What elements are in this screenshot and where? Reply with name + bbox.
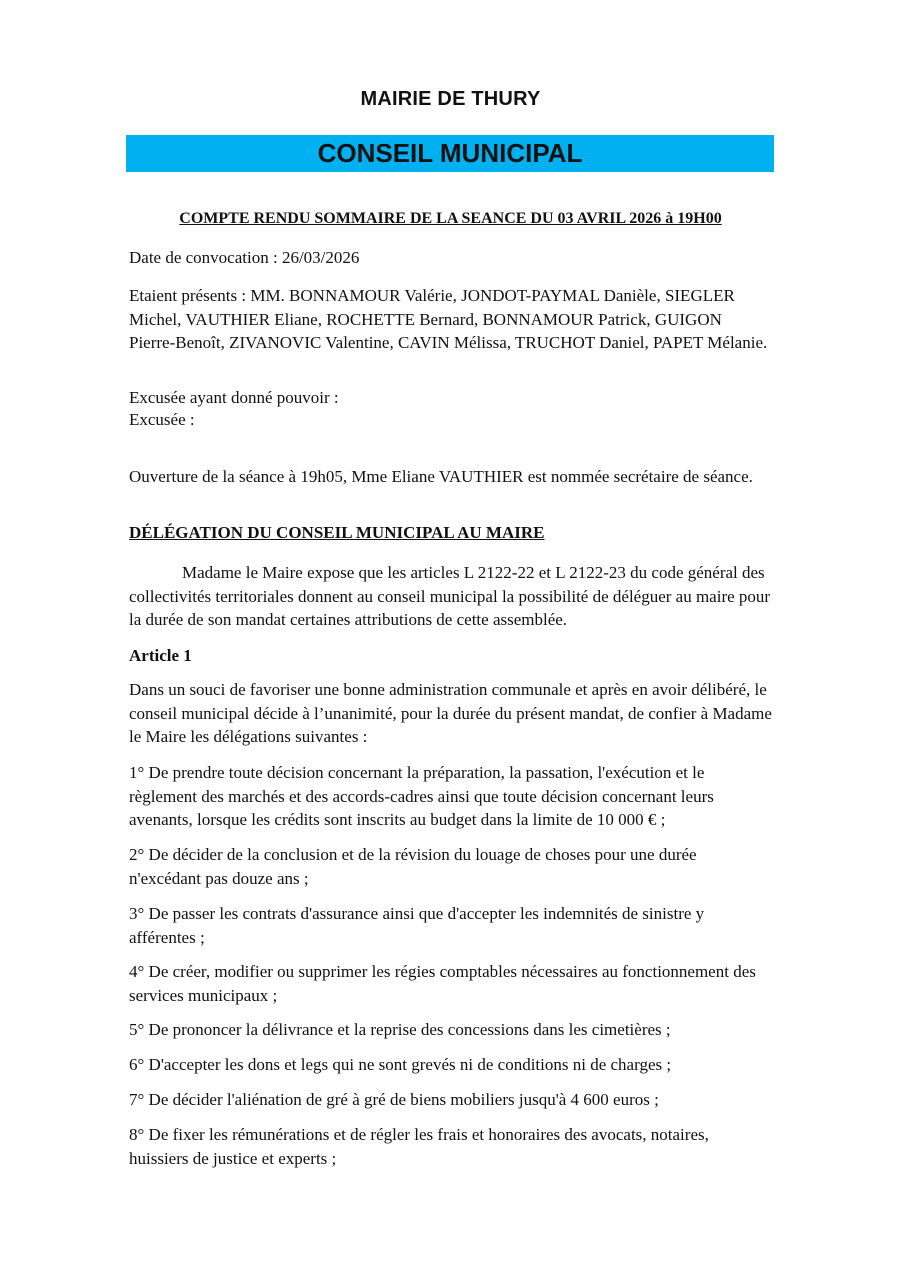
- article-intro: Dans un souci de favoriser une bonne administration communale et après en avoir délibéré, le conseil municipal décide à l’unanimité, pour la durée du présent mandat, de confier à Madame le Maire les délégations suivantes :: [129, 680, 772, 746]
- excusee: Excusée :: [129, 410, 195, 429]
- list-item: 2° De décider de la conclusion et de la révision du louage de choses pour une durée n'excédant pas douze ans ;: [129, 845, 697, 888]
- convocation-date: Date de convocation : 26/03/2026: [129, 248, 360, 267]
- list-item: 5° De prononcer la délivrance et la reprise des concessions dans les cimetières ;: [129, 1020, 671, 1039]
- list-item: 6° D'accepter les dons et legs qui ne sont grevés ni de conditions ni de charges ;: [129, 1055, 672, 1074]
- report-title: COMPTE RENDU SOMMAIRE DE LA SEANCE DU 03 AVRIL 2026 à 19H00: [179, 210, 722, 227]
- article-heading: Article 1: [129, 646, 192, 665]
- list-item: 4° De créer, modifier ou supprimer les régies comptables nécessaires au fonctionnement des services municipaux ;: [129, 962, 756, 1005]
- list-item: 7° De décider l'aliénation de gré à gré de biens mobiliers jusqu'à 4 600 euros ;: [129, 1090, 659, 1109]
- presents-list: Etaient présents : MM. BONNAMOUR Valérie, JONDOT-PAYMAL Danièle, SIEGLER Michel, VAUTHIER Eliane, ROCHETTE Bernard, BONNAMOUR Patrick, GUIGON Pierre-Benoît, ZIVANOVIC Valentine, CAVIN Mélissa, TRUCHOT Daniel, PAPET Mélanie.: [129, 286, 768, 352]
- excusee-pouvoir: Excusée ayant donné pouvoir :: [129, 388, 339, 407]
- conseil-banner: CONSEIL MUNICIPAL: [126, 135, 774, 172]
- section-title: DÉLÉGATION DU CONSEIL MUNICIPAL AU MAIRE: [129, 523, 545, 542]
- list-item: 3° De passer les contrats d'assurance ainsi que d'accepter les indemnités de sinistre y afférentes ;: [129, 904, 705, 947]
- ouverture-seance: Ouverture de la séance à 19h05, Mme Eliane VAUTHIER est nommée secrétaire de séance.: [129, 467, 753, 486]
- list-item: 1° De prendre toute décision concernant la préparation, la passation, l'exécution et le règlement des marchés et des accords-cadres ainsi que toute décision concernant leurs avenants, lorsque les crédits sont inscrits au budget dans la limite de 10 000 € ;: [129, 763, 714, 829]
- list-item: 8° De fixer les rémunérations et de régler les frais et honoraires des avocats, notaires, huissiers de justice et experts ;: [129, 1125, 709, 1168]
- mairie-title: MAIRIE DE THURY: [360, 88, 541, 110]
- expose-paragraph: Madame le Maire expose que les articles L 2122-22 et L 2122-23 du code général des collectivités territoriales donnent au conseil municipal la possibilité de déléguer au maire pour la durée de son mandat certaines attributions de cette assemblée.: [129, 563, 771, 629]
